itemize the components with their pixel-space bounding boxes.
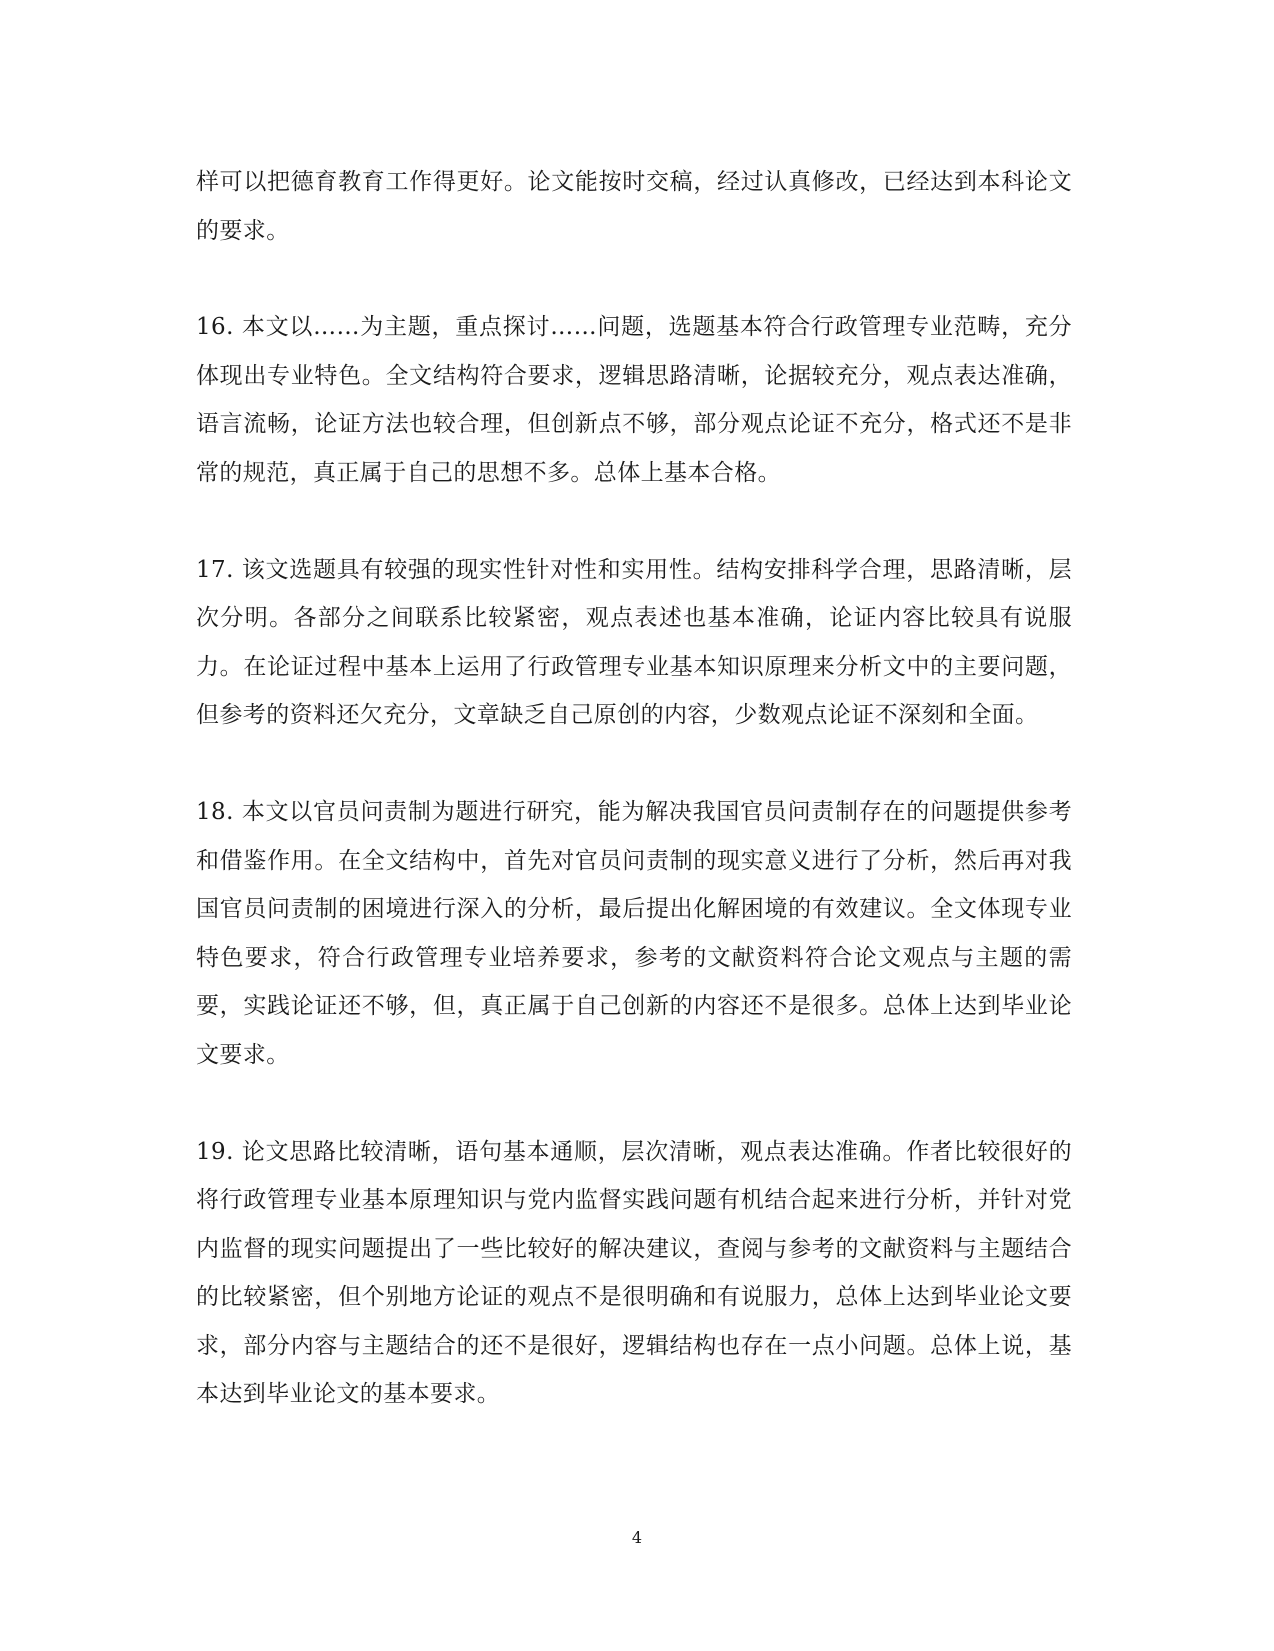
paragraph-16: 16. 本文以……为主题，重点探讨……问题，选题基本符合行政管理专业范畴，充分体现出专业特色。全文结构符合要求，逻辑思路清晰，论据较充分，观点表达准确，语言流畅，论证方法也较合理，但创新点不够，部分观点论证不充分，格式还不是非常的规范，真正属于自己的思想不多。总体上基本合格。	[196, 314, 1072, 486]
page-body	[196, 158, 1072, 1419]
paragraph-17: 17. 该文选题具有较强的现实性针对性和实用性。结构安排科学合理，思路清晰，层次分明。各部分之间联系比较紧密，观点表述也基本准确，论证内容比较具有说服力。在论证过程中基本上运用了行政管理专业基本知识原理来分析文中的主要问题，但参考的资料还欠充分，文章缺乏自己原创的内容，少数观点论证不深刻和全面。	[196, 556, 1072, 729]
paragraph-19: 19. 论文思路比较清晰，语句基本通顺，层次清晰，观点表达准确。作者比较很好的将行政管理专业基本原理知识与党内监督实践问题有机结合起来进行分析，并针对党内监督的现实问题提出了一些比较好的解决建议，查阅与参考的文献资料与主题结合的比较紧密，但个别地方论证的观点不是很明确和有说服力，总体上达到毕业论文要求，部分内容与主题结合的还不是很好，逻辑结构也存在一点小问题。总体上说，基本达到毕业论文的基本要求。	[196, 1138, 1072, 1408]
paragraph-18: 18. 本文以官员问责制为题进行研究，能为解决我国官员问责制存在的问题提供参考和借鉴作用。在全文结构中，首先对官员问责制的现实意义进行了分析，然后再对我国官员问责制的困境进行深入的分析，最后提出化解困境的有效建议。全文体现专业特色要求，符合行政管理专业培养要求，参考的文献资料符合论文观点与主题的需要，实践论证还不够，但，真正属于自己创新的内容还不是很多。总体上达到毕业论文要求。	[196, 798, 1072, 1068]
paragraph-continuation: 样可以把德育教育工作得更好。论文能按时交稿，经过认真修改，已经达到本科论文的要求。	[196, 169, 1072, 244]
page-number: 4	[631, 1528, 643, 1547]
